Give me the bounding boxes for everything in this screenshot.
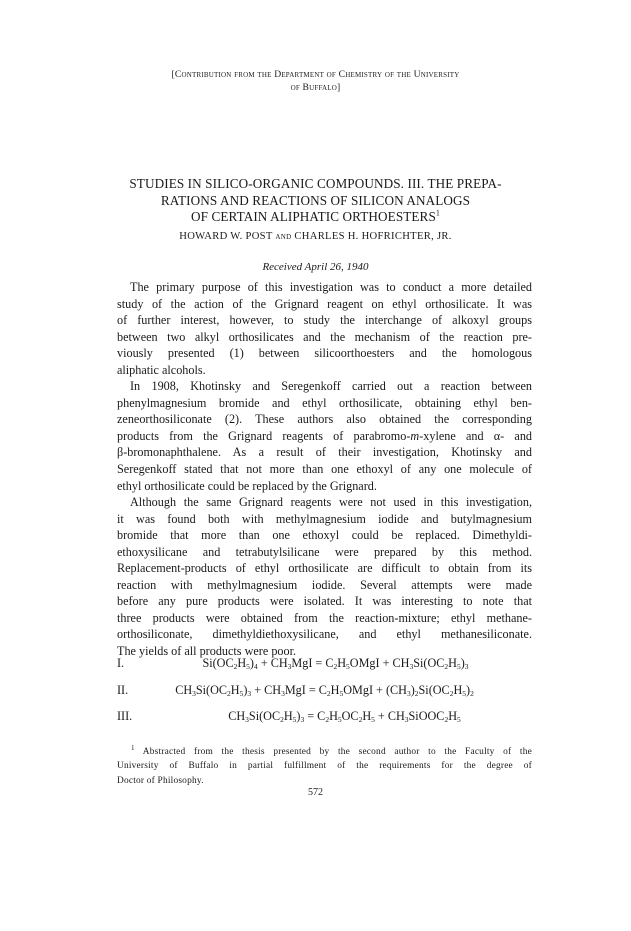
footnote-line-2: University of Buffalo in partial fulfillment of the requirements for the degree of [117, 761, 532, 772]
text-line: between two alkyl orthosilicates and the mechanism of the reaction pre- [117, 329, 532, 344]
text-line: Seregenkoff stated that not more than one ethoxyl of any one molecule of [117, 462, 532, 477]
author-second: CHARLES H. HOFRICHTER, JR. [294, 231, 452, 242]
text-line: aliphatic alcohols. [117, 362, 206, 377]
text-line: Although the same Grignard reagents were not used in this investigation, [130, 495, 532, 510]
author-first: HOWARD W. POST [179, 231, 273, 242]
title-line-1: STUDIES IN SILICO-ORGANIC COMPOUNDS. III. THE PREPA- [129, 176, 502, 191]
author-and: and [275, 232, 292, 242]
footnote-mark: 1 [131, 744, 135, 752]
text-line: β-bromonaphthalene. As a result of their investigation, Khotinsky and [117, 445, 532, 460]
text-line: products from the Grignard reagents of parabromo-m-xylene and α- and [117, 428, 533, 443]
title-footnote-mark: 1 [435, 208, 440, 218]
paragraph [117, 494, 532, 659]
text-line: Replacement-products of ethyl orthosilicate are difficult to obtain from its [117, 561, 532, 576]
text-line: three products were obtained from the reaction-mixture; ethyl methane- [117, 610, 532, 625]
footnote [117, 741, 532, 788]
equation-number: II. [117, 683, 129, 697]
contribution-note [80, 68, 551, 94]
footnote-line-1: $^1$ Abstracted from the thesis presented by the second author to the Faculty of the [131, 744, 532, 758]
text-line: ethoxysilicane and tetrabutylsilicane were prepared by this method. [117, 544, 532, 559]
equation-text: $CH_3Si(OC_2H_5)_3 = C_2H_5OC_2H_5$ + $CH_3SiOOC_2H_5$ [228, 709, 461, 724]
paper-title [60, 176, 571, 226]
paragraph [117, 279, 532, 378]
equation-text: $Si(OC_2H_5)_4 + CH_3MgI$ = $C_2H_5OMgI + CH_3Si(OC_2H_5)_3$ [202, 656, 469, 671]
text-line: phenylmagnesium bromide and ethyl orthosilicate, obtaining ethyl ben- [117, 395, 532, 410]
text-line: reaction with methylmagnesium iodide. Several attempts were made [117, 577, 532, 592]
title-line-3: OF CERTAIN ALIPHATIC ORTHOESTERS$^1$ [190, 208, 440, 224]
text-line: viously presented (1) between silicoorthoesters and the homologous [117, 346, 532, 361]
equation-text: $CH_3Si(OC_2H_5)_3 + CH_3MgI$ = $C_2H_5OMgI + (CH_3)_2Si(OC_2H_5)_2$ [175, 683, 474, 698]
text-line: orthosiliconate, dimethyldiethoxysilicane, and ethyl methanesiliconate. [117, 627, 532, 642]
footnote-line-3: Doctor of Philosophy. [117, 775, 204, 786]
title-line-2: RATIONS AND REACTIONS OF SILICON ANALOGS [160, 192, 471, 208]
text-line: The primary purpose of this investigation was to conduct a more detailed [130, 280, 532, 294]
page-number: 572 [308, 787, 323, 798]
equation-number: III. [117, 709, 133, 723]
text-line: The yields of all products were poor. [117, 644, 297, 659]
author-line [60, 231, 571, 242]
paragraph [117, 378, 532, 494]
received-date: Received April 26, 1940 [262, 261, 369, 273]
text-line: ethyl orthosilicate could be replaced by the Grignard. [117, 478, 377, 493]
text-line: it was found both with methylmagnesium iodide and butylmagnesium [117, 511, 532, 526]
text-line: bromide that more than one ethoxyl could be replaced. Dimethyldi- [117, 528, 532, 543]
contribution-line-1: [Contribution from the Department of Chemistry of the University [171, 69, 460, 80]
contribution-line-2: of Buffalo] [290, 82, 341, 93]
text-line: In 1908, Khotinsky and Seregenkoff carried out a reaction between [130, 379, 532, 394]
text-line: study of the action of the Grignard reagent on ethyl orthosilicate. It was [117, 296, 532, 311]
text-line: before any pure products were isolated. It was interesting to note that [117, 594, 532, 609]
text-line: of further interest, however, to study the interchange of alkoxyl groups [117, 313, 532, 328]
body-text [117, 279, 532, 660]
text-line: zeneorthosiliconate (2). These authors also obtained the corresponding [117, 412, 532, 427]
equation-number: I. [117, 656, 125, 670]
